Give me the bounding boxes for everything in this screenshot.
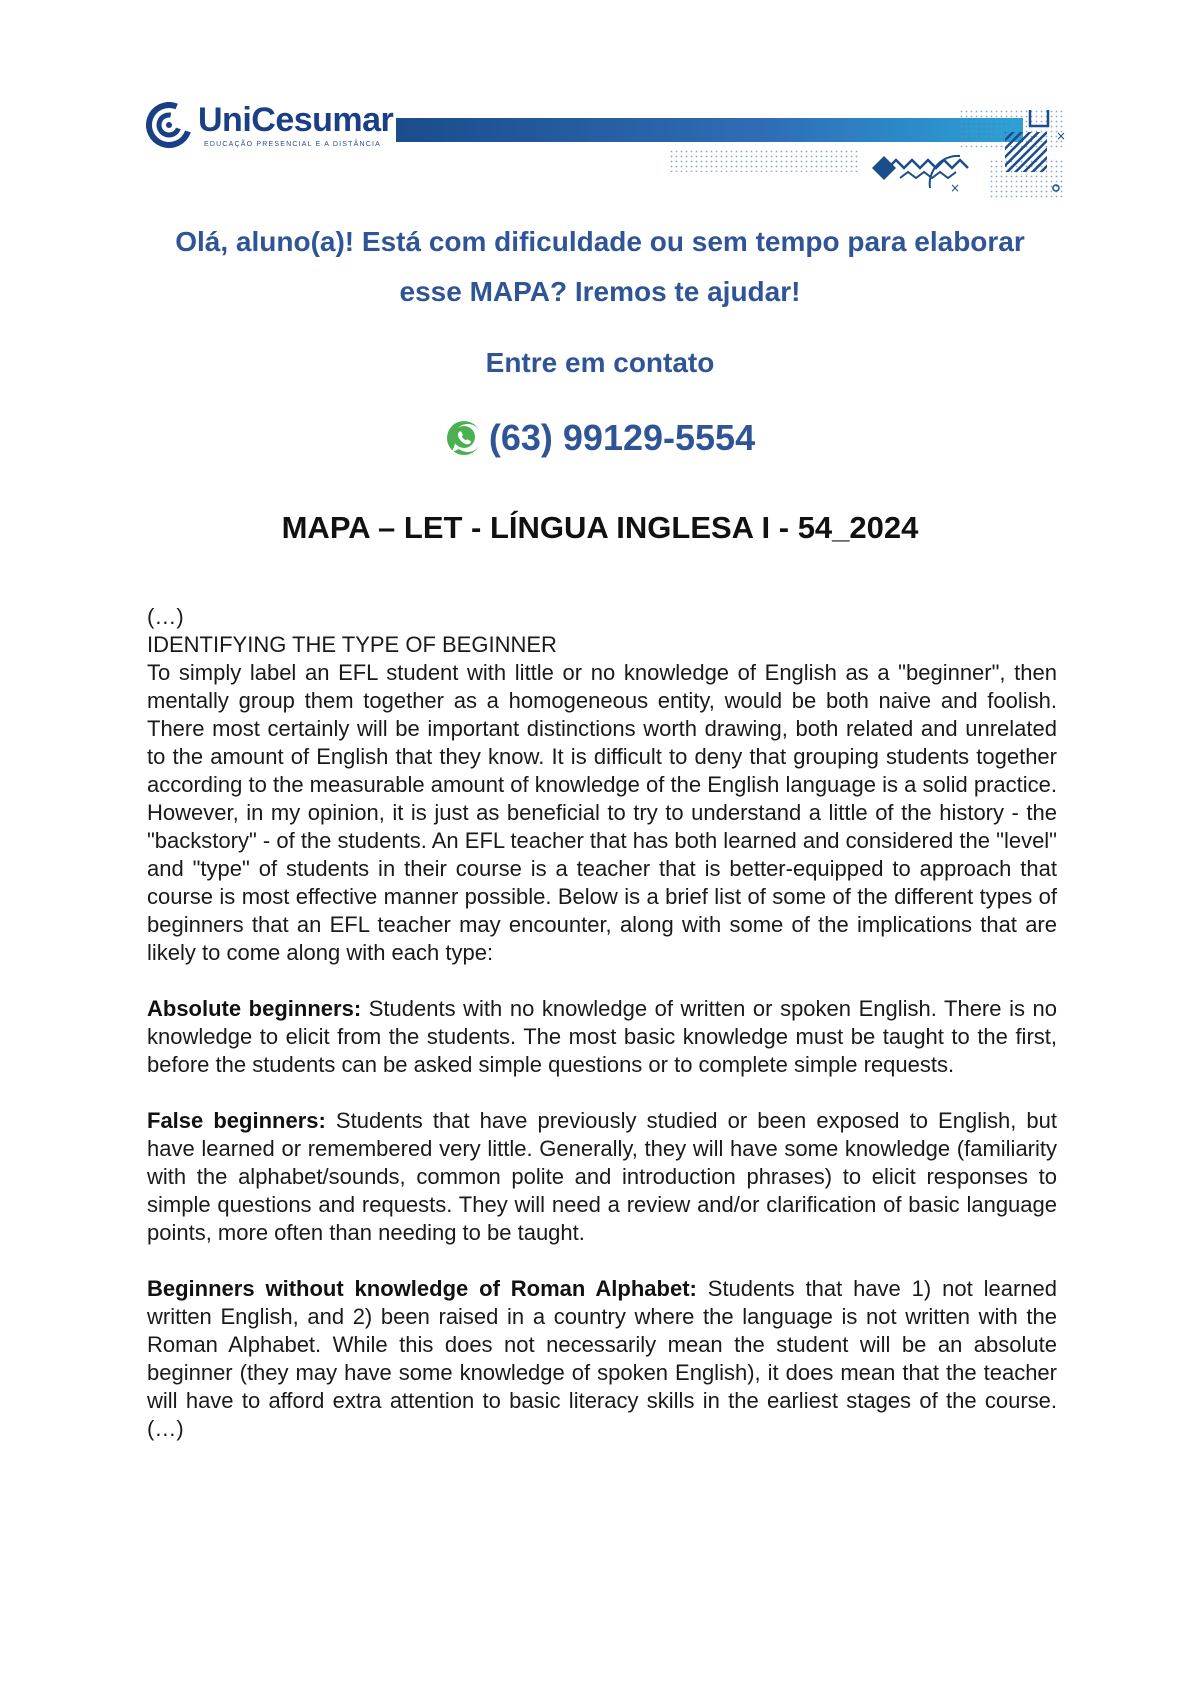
intro-paragraph: To simply label an EFL student with little or no knowledge of English as a "beginner", then mentally group them together as a homogeneous entity, would be both naive and foolish. There most certainly will be important distinctions worth drawing, both related and unrelated to the amount of English that they know. It is difficult to deny that grouping students together according to the measurable amount of knowledge of the English language is a solid practice. However, in my opinion, it is just as beneficial to try to understand a little of the history - the "backstory" - of the students. An EFL teacher that has both learned and considered the "level" and "type" of students in their course is a teacher that is better-equipped to approach that course is most effective manner possible. Below is a brief list of some of the different types of beginners that an EFL teacher may encounter, along with some of the implications that are likely to come along with each type: bbox=[147, 660, 1057, 965]
logo-tagline: EDUCAÇÃO PRESENCIAL E A DISTÂNCIA bbox=[204, 141, 382, 148]
contact-label: Entre em contato bbox=[485, 347, 715, 378]
logo-text: UniCesumar bbox=[198, 101, 394, 139]
document-body bbox=[147, 603, 1057, 1443]
beginner-description: Students with no knowledge of written or spoken English. There is no knowledge to elicit from the students. The most basic knowledge must be taught to the first, before the students can be asked simple questions or to complete simple requests. bbox=[147, 996, 1057, 1077]
beginner-type-false bbox=[147, 1107, 1057, 1247]
unicesumar-logo bbox=[146, 100, 394, 150]
page-header bbox=[0, 0, 1200, 210]
ellipsis-open: (…) bbox=[147, 604, 184, 629]
section-heading: IDENTIFYING THE TYPE OF BEGINNER bbox=[147, 632, 557, 657]
decorative-pattern-icon bbox=[660, 110, 1070, 200]
promo-line-2: esse MAPA? Iremos te ajudar! bbox=[399, 276, 801, 307]
beginner-description: Students that have 1) not learned written English, and 2) been raised in a country where the language is not written with the Roman Alphabet. While this does not necessarily mean the student will be an absolute beginner (they may have some knowledge of spoken English), it does mean that the teacher will have to afford extra attention to basic literacy skills in the earliest stages of the course. (…) bbox=[147, 1276, 1057, 1441]
phone-contact bbox=[0, 416, 1200, 462]
phone-number: (63) 99129-5554 bbox=[488, 417, 756, 458]
beginner-term: False beginners: bbox=[147, 1108, 326, 1133]
promo-line-1: Olá, aluno(a)! Está com dificuldade ou sem tempo para elaborar bbox=[175, 226, 1025, 257]
beginner-term: Absolute beginners: bbox=[147, 996, 362, 1021]
beginner-description: Students that have previously studied or been exposed to English, but have learned or remembered very little. Generally, they will have some knowledge (familiarity with the alphabet/sounds, common polite and introduction phrases) to elicit responses to simple questions and requests. They will need a review and/or clarification of basic language points, more often than needing to be taught. bbox=[147, 1108, 1057, 1245]
beginner-type-absolute bbox=[147, 995, 1057, 1079]
unicesumar-logo-icon bbox=[146, 102, 192, 148]
beginner-type-roman bbox=[147, 1275, 1057, 1443]
whatsapp-icon bbox=[445, 419, 483, 457]
document-title: MAPA – LET - LÍNGUA INGLESA I - 54_2024 bbox=[281, 510, 919, 545]
svg-text:×: × bbox=[1056, 129, 1067, 143]
beginner-term: Beginners without knowledge of Roman Alphabet: bbox=[147, 1276, 697, 1301]
svg-text:×: × bbox=[950, 181, 961, 195]
